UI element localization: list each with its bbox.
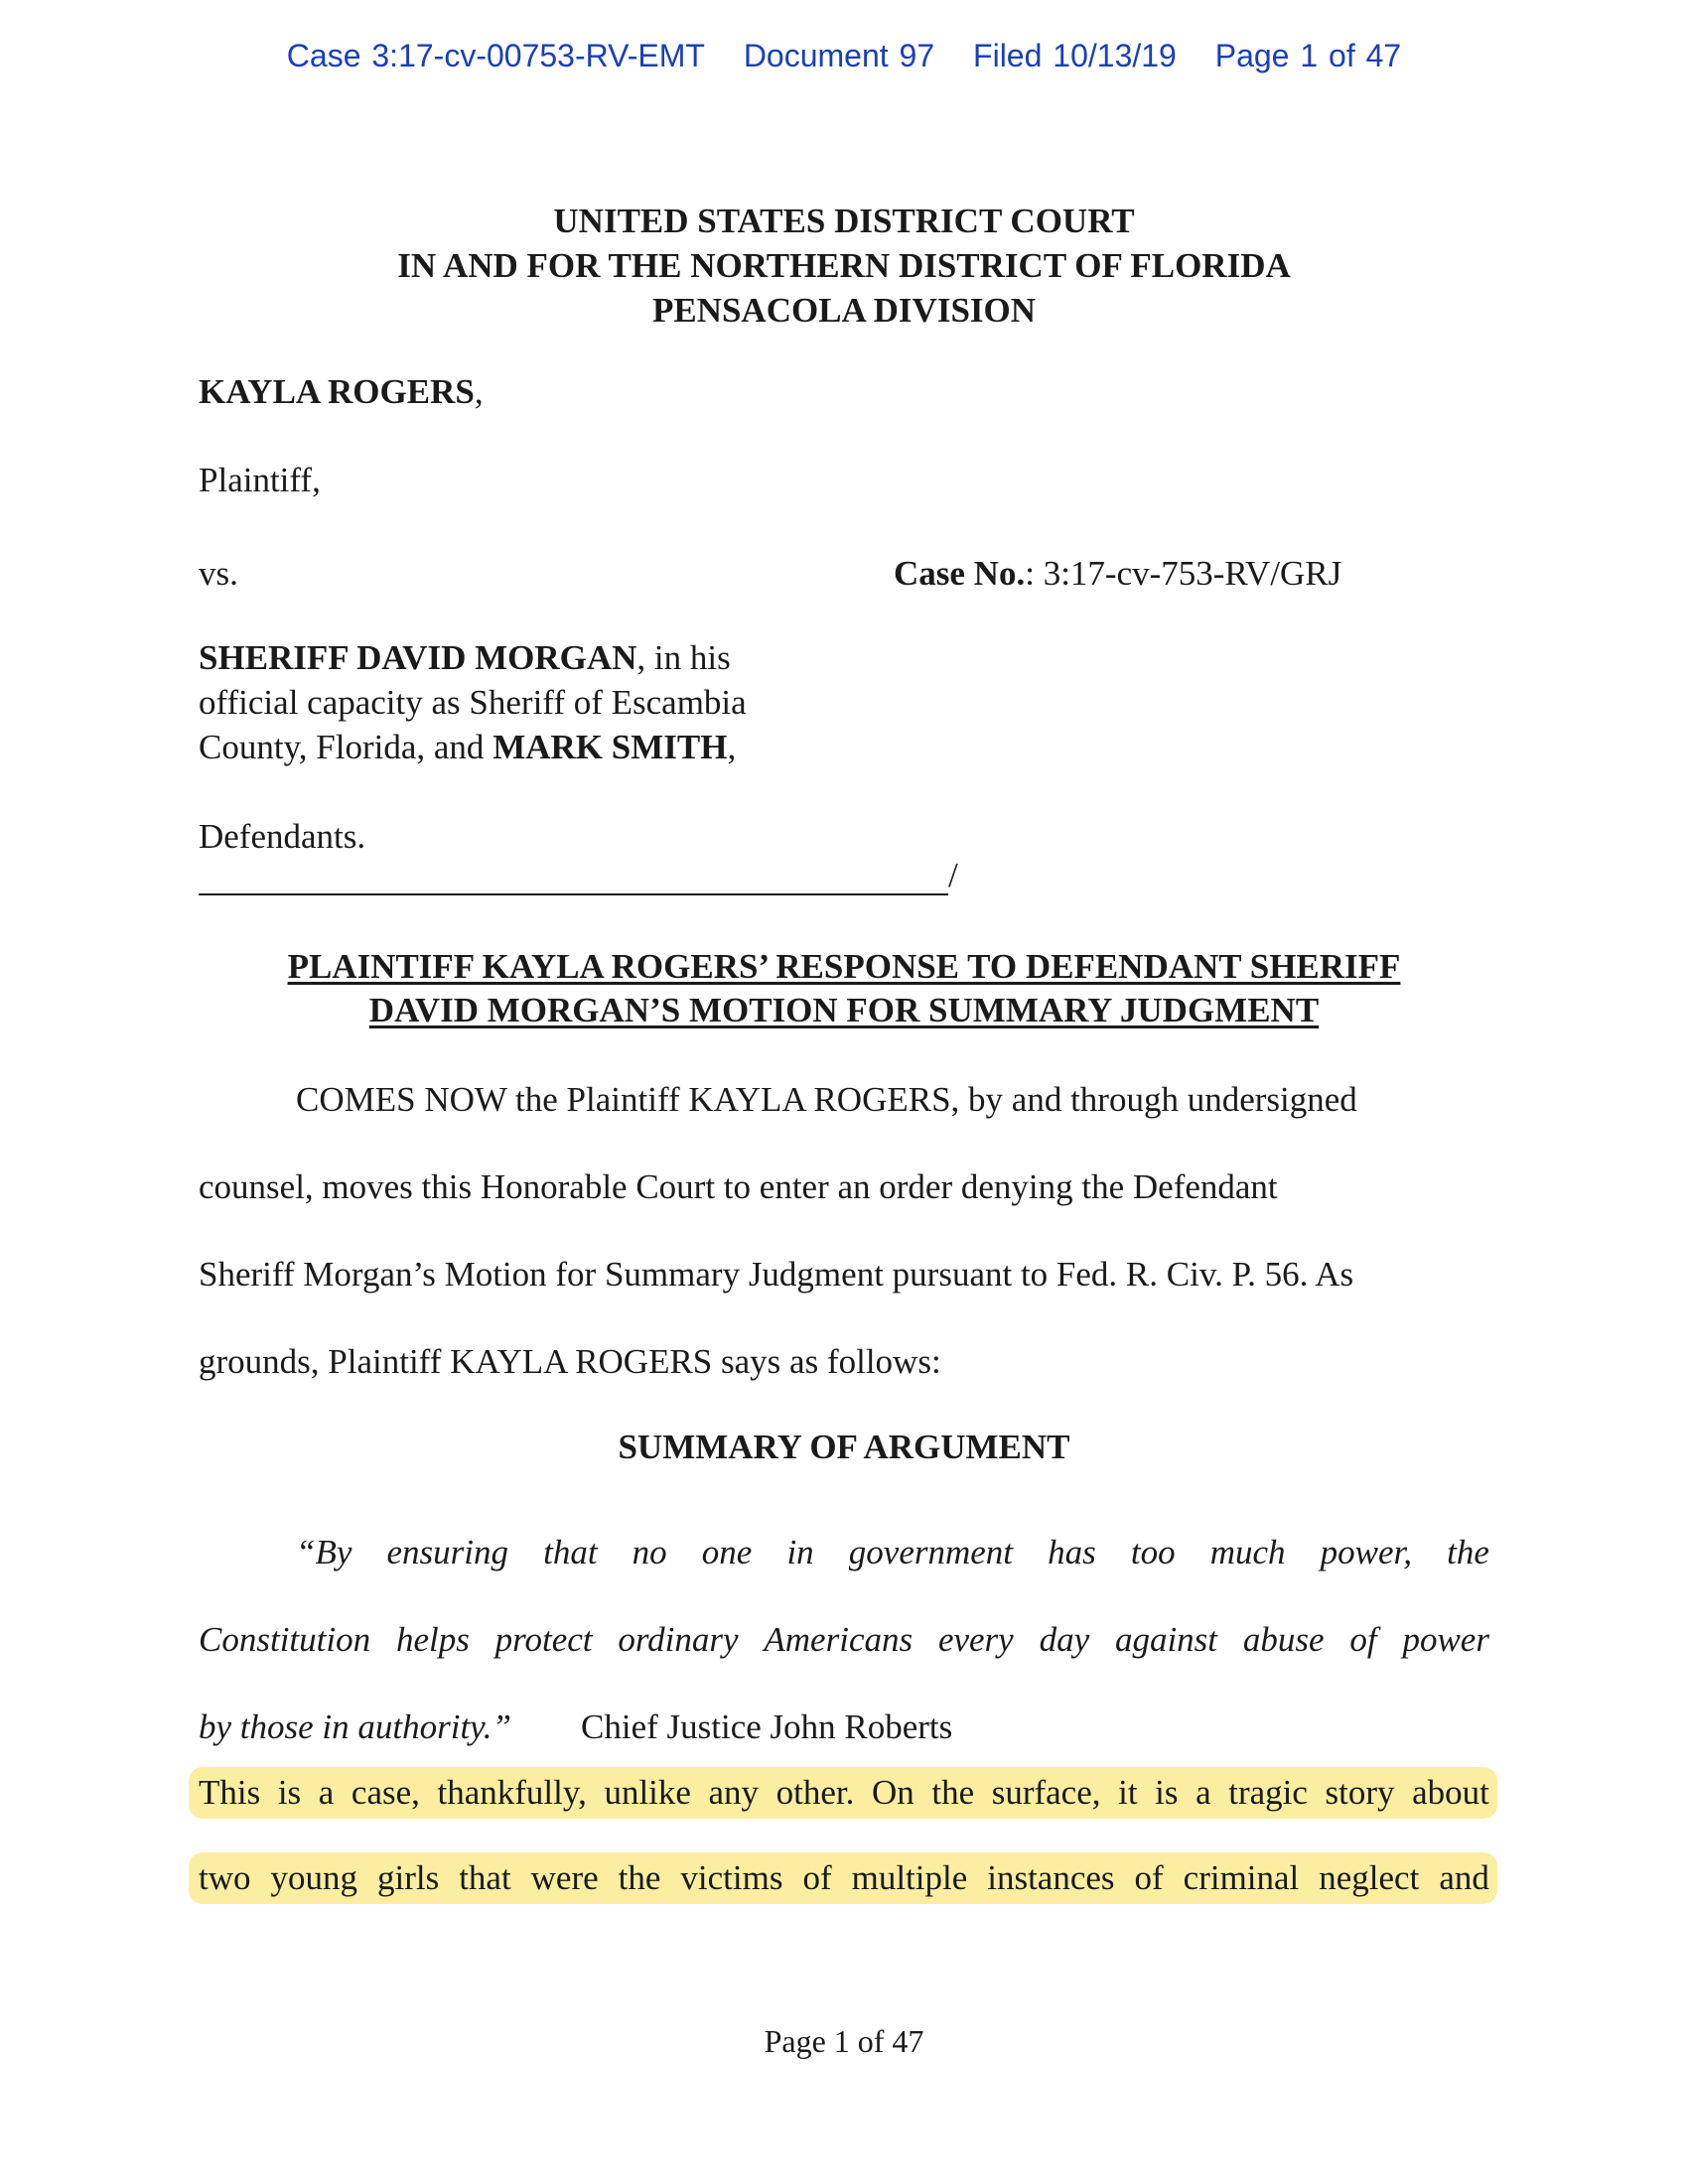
quote-attribution: Chief Justice John Roberts bbox=[581, 1707, 953, 1746]
body-word: unlike bbox=[604, 1773, 691, 1812]
motion-title-line-1: PLAINTIFF KAYLA ROGERS’ RESPONSE TO DEFENDANT SHERIFF bbox=[287, 947, 1401, 986]
plaintiff-name: KAYLA ROGERS bbox=[199, 372, 475, 411]
intro-line-1: COMES NOW the Plaintiff KAYLA ROGERS, by and through undersigned bbox=[296, 1080, 1357, 1119]
defendant-1-name: SHERIFF DAVID MORGAN bbox=[199, 638, 637, 677]
body-word: it bbox=[1118, 1773, 1138, 1812]
intro-line-3: Sheriff Morgan’s Motion for Summary Judgment pursuant to Fed. R. Civ. P. 56. As bbox=[199, 1255, 1354, 1294]
quote-word: that bbox=[543, 1533, 598, 1571]
body-word: the bbox=[618, 1858, 661, 1897]
body-word: a bbox=[1196, 1773, 1211, 1812]
body-word: and bbox=[1439, 1858, 1489, 1897]
body-word: of bbox=[802, 1858, 832, 1897]
quote-word: Constitution bbox=[199, 1620, 371, 1659]
defendants-block: SHERIFF DAVID MORGAN, in his official capacity as Sheriff of Escambia County, Florida, and MARK SMITH, bbox=[199, 638, 747, 766]
defendants-label: Defendants. bbox=[199, 817, 366, 856]
quote-line-1 bbox=[199, 1509, 1489, 1596]
body-word: of bbox=[1134, 1858, 1164, 1897]
quote-word: power, bbox=[1320, 1533, 1412, 1571]
quote-word: against bbox=[1114, 1620, 1218, 1659]
quote-word: “By bbox=[296, 1533, 352, 1571]
intro-line-4: grounds, Plaintiff KAYLA ROGERS says as follows: bbox=[199, 1342, 941, 1381]
quote-word: of bbox=[1349, 1620, 1377, 1659]
highlighted-line-2 bbox=[199, 1852, 1489, 1904]
body-word: girls bbox=[376, 1858, 440, 1897]
quote-line-3 bbox=[199, 1684, 1489, 1771]
body-word: about bbox=[1412, 1773, 1489, 1812]
court-district: IN AND FOR THE NORTHERN DISTRICT OF FLORIDA bbox=[397, 246, 1291, 285]
court-heading bbox=[0, 199, 1688, 333]
intro-line-2: counsel, moves this Honorable Court to enter an order denying the Defendant bbox=[199, 1167, 1278, 1206]
quote-word: much bbox=[1209, 1533, 1286, 1571]
ecf-header-stamp bbox=[0, 38, 1688, 74]
case-number-field bbox=[894, 551, 1341, 596]
intro-paragraph bbox=[199, 1056, 1489, 1406]
body-word: tragic bbox=[1228, 1773, 1308, 1812]
motion-title-line-2: DAVID MORGAN’S MOTION FOR SUMMARY JUDGMENT bbox=[368, 991, 1320, 1029]
quote-word: power bbox=[1402, 1620, 1489, 1659]
quote-word: ensuring bbox=[386, 1533, 508, 1571]
caption-divider-line bbox=[199, 860, 948, 895]
body-word: This bbox=[199, 1773, 261, 1812]
section-heading: SUMMARY OF ARGUMENT bbox=[618, 1428, 1070, 1466]
body-word: a bbox=[318, 1773, 335, 1812]
case-number-stamp: Case 3:17-cv-00753-RV-EMT bbox=[286, 38, 705, 73]
body-word: instances bbox=[987, 1858, 1115, 1897]
body-word: neglect bbox=[1319, 1858, 1420, 1897]
body-word: any bbox=[708, 1773, 760, 1812]
case-number-value: : 3:17-cv-753-RV/GRJ bbox=[1025, 554, 1342, 593]
motion-title bbox=[0, 945, 1688, 1032]
quote-word: day bbox=[1039, 1620, 1090, 1659]
quote-word: has bbox=[1048, 1533, 1096, 1571]
highlighted-line-1 bbox=[199, 1767, 1489, 1819]
court-division: PENSACOLA DIVISION bbox=[651, 291, 1037, 330]
plaintiff-label: Plaintiff, bbox=[199, 461, 321, 499]
quote-word: helps bbox=[395, 1620, 470, 1659]
body-word: thankfully, bbox=[437, 1773, 587, 1812]
body-word: victims bbox=[680, 1858, 783, 1897]
body-word: two bbox=[199, 1858, 251, 1897]
quote-word: no bbox=[632, 1533, 667, 1571]
quote-word: government bbox=[848, 1533, 1014, 1571]
plaintiff-name-line: KAYLA ROGERS, bbox=[199, 372, 484, 411]
body-word: were bbox=[530, 1858, 599, 1897]
quote-word: ordinary bbox=[618, 1620, 739, 1659]
quote-word: Americans bbox=[764, 1620, 914, 1659]
quote-word: in bbox=[786, 1533, 814, 1571]
defendant-2-name: MARK SMITH bbox=[492, 728, 728, 766]
page-count-stamp: Page 1 of 47 bbox=[1214, 38, 1402, 73]
body-word: story bbox=[1325, 1773, 1395, 1812]
body-word: that bbox=[459, 1858, 511, 1897]
body-word: is bbox=[277, 1773, 302, 1812]
roberts-quote bbox=[199, 1509, 1489, 1771]
case-number-label: Case No. bbox=[894, 554, 1026, 593]
quote-word: one bbox=[701, 1533, 753, 1571]
defendant-1-capacity: official capacity as Sheriff of Escambia bbox=[199, 683, 747, 722]
caption-divider-slash: / bbox=[948, 856, 958, 894]
body-word: surface, bbox=[991, 1773, 1101, 1812]
quote-word: the bbox=[1447, 1533, 1489, 1571]
body-word: criminal bbox=[1183, 1858, 1300, 1897]
body-word: other. bbox=[775, 1773, 855, 1812]
body-word: On bbox=[871, 1773, 914, 1812]
body-word: young bbox=[270, 1858, 357, 1897]
court-name: UNITED STATES DISTRICT COURT bbox=[553, 202, 1135, 240]
quote-end: by those in authority.” bbox=[199, 1707, 511, 1746]
quote-word: abuse bbox=[1242, 1620, 1325, 1659]
quote-word: every bbox=[937, 1620, 1014, 1659]
versus-label: vs. bbox=[199, 554, 238, 593]
quote-word: protect bbox=[494, 1620, 593, 1659]
quote-word: too bbox=[1130, 1533, 1176, 1571]
body-word: is bbox=[1155, 1773, 1179, 1812]
page-footer: Page 1 of 47 bbox=[764, 2023, 924, 2059]
body-word: the bbox=[931, 1773, 975, 1812]
body-word: multiple bbox=[851, 1858, 968, 1897]
body-word: case, bbox=[351, 1773, 420, 1812]
quote-line-2 bbox=[199, 1596, 1489, 1684]
filed-date-stamp: Filed 10/13/19 bbox=[973, 38, 1177, 73]
document-number-stamp: Document 97 bbox=[743, 38, 935, 73]
